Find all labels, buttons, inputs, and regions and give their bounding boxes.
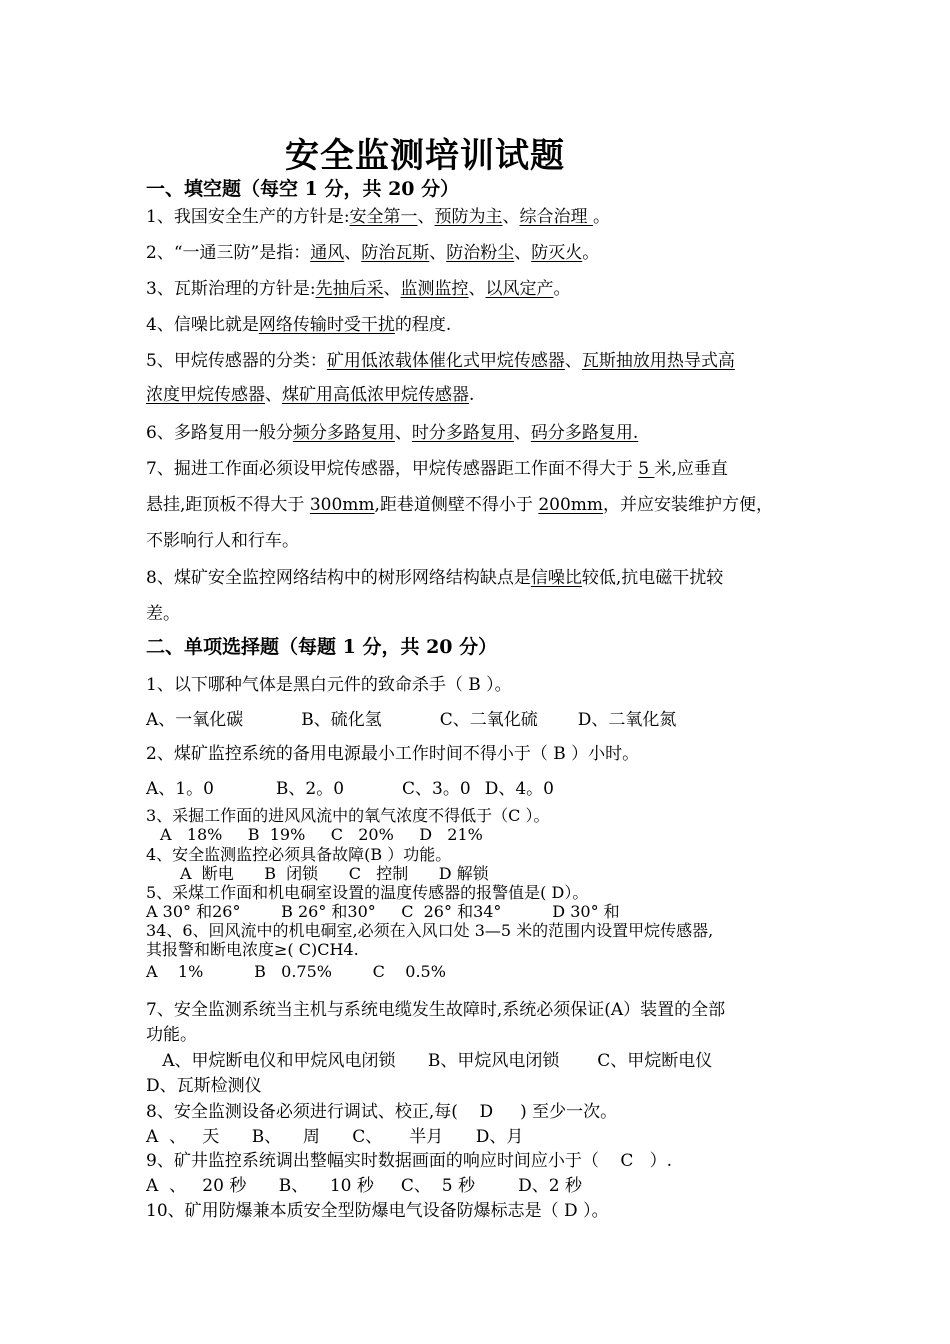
option-b: B、硫化氢 xyxy=(301,710,382,730)
question-2-2-stem: 2、煤矿监控系统的备用电源最小工作时间不得小于（ B ）小时。 xyxy=(146,744,640,764)
question-2-3-stem: 3、采掘工作面的进风风流中的氧气浓度不得低于（C ）。 xyxy=(146,806,550,825)
question-text: 米,应垂直 xyxy=(654,459,728,479)
answer-blank: 网络传输时受干扰 xyxy=(258,315,395,335)
question-1-4 xyxy=(146,310,451,335)
question-2-4-stem: 4、安全监测监控必须具备故障(B ）功能。 xyxy=(146,845,452,864)
question-2-1-stem: 1、以下哪种气体是黑白元件的致命杀手（ B ）。 xyxy=(146,675,512,695)
separator: 、 xyxy=(344,243,362,263)
question-end: 。 xyxy=(592,207,610,227)
question-text: 不影响行人和行车。 xyxy=(146,531,299,551)
question-1-8-line-2 xyxy=(146,599,180,624)
separator: 、 xyxy=(513,423,531,443)
question-2-6-line-1: 34、6、回风流中的机电硐室,必须在入风口处 3—5 米的范围内设置甲烷传感器, xyxy=(146,921,714,940)
answer-blank: 监测监控 xyxy=(400,279,469,299)
answer-blank: 浓度甲烷传感器 xyxy=(146,385,265,405)
question-end: 的程度. xyxy=(394,315,452,335)
question-text: 悬挂,距顶板不得大于 xyxy=(146,495,310,515)
question-2-5-options: A 30° 和26° B 26° 和30° C 26° 和34° D 30° 和 xyxy=(146,902,620,921)
question-2-7-line-2: 功能。 xyxy=(146,1025,197,1045)
option-a: A、1。0 xyxy=(146,779,214,799)
separator: 、 xyxy=(514,243,532,263)
question-1-5-line-2 xyxy=(146,380,474,405)
separator: 、 xyxy=(383,279,401,299)
question-2-7-options: A、甲烷断电仪和甲烷风电闭锁 B、甲烷风电闭锁 C、甲烷断电仪 xyxy=(146,1051,713,1071)
answer-blank: 瓦斯抽放用热导式高 xyxy=(581,351,735,371)
question-2-8-stem: 8、安全监测设备必须进行调试、校正,每( D ) 至少一次。 xyxy=(146,1102,618,1122)
question-text: ，并应安装维护方便， xyxy=(603,495,774,515)
section-heading-fill-blank: 一、填空题（每空 1 分，共 20 分） xyxy=(146,178,460,200)
option-d: D、4。0 xyxy=(484,779,554,799)
question-1-2 xyxy=(146,238,599,263)
question-2-6-options: A 1% B 0.75% C 0.5% xyxy=(146,962,446,981)
question-text: 3、瓦斯治理的方针是: xyxy=(146,279,316,299)
section-heading-single-choice: 二、单项选择题（每题 1 分，共 20 分） xyxy=(146,636,498,658)
separator: 、 xyxy=(468,279,486,299)
question-text: 4、信噪比就是 xyxy=(146,315,259,335)
question-2-2-options xyxy=(146,774,554,799)
question-text: 6、多路复用一般分 xyxy=(146,423,293,443)
question-2-6-line-2: 其报警和断电浓度≥( C)CH4. xyxy=(146,940,359,959)
option-c: C、二氧化硫 xyxy=(439,710,538,730)
question-text: 差。 xyxy=(146,604,180,624)
answer-blank: 300mm xyxy=(309,495,375,515)
question-2-8-options: A 、 天 B、 周 C、 半月 D、月 xyxy=(146,1127,524,1147)
answer-blank: 时分多路复用 xyxy=(411,423,514,443)
question-2-7-line-1: 7、安全监测系统当主机与系统电缆发生故障时,系统必须保证(A）装置的全部 xyxy=(146,1000,726,1020)
question-2-1-options xyxy=(146,705,676,730)
question-2-3-options: A 18% B 19% C 20% D 21% xyxy=(160,825,483,844)
separator: 、 xyxy=(265,385,282,405)
answer-blank: 预防为主 xyxy=(434,207,503,227)
question-end: 。 xyxy=(553,279,571,299)
separator: 、 xyxy=(417,207,435,227)
question-2-5-stem: 5、采煤工作面和机电硐室设置的温度传感器的报警值是( D）。 xyxy=(146,883,589,902)
answer-blank: 防灭火 xyxy=(531,243,583,263)
answer-blank: 安全第一 xyxy=(349,207,418,227)
question-2-7-options-cont: D、瓦斯检测仪 xyxy=(146,1076,262,1096)
question-1-6 xyxy=(146,418,638,443)
question-1-5-line-1 xyxy=(146,346,735,371)
answer-blank: 综合治理 xyxy=(519,207,593,227)
option-b: B、2。0 xyxy=(275,779,345,799)
separator: 、 xyxy=(502,207,520,227)
page-title: 安全监测培训试题 xyxy=(285,136,565,176)
answer-blank: 频分多路复用 xyxy=(292,423,395,443)
question-1-3 xyxy=(146,274,571,299)
option-a: A、一氧化碳 xyxy=(146,710,244,730)
question-1-7-line-1 xyxy=(146,454,728,479)
option-c: C、3。0 xyxy=(402,779,471,799)
answer-blank: 防治粉尘 xyxy=(446,243,515,263)
question-1-7-line-2 xyxy=(146,490,773,515)
question-1-1 xyxy=(146,202,610,227)
answer-blank: 5 xyxy=(638,459,655,479)
question-text: 较低,抗电磁干扰较 xyxy=(581,568,724,588)
question-end: . xyxy=(469,385,475,405)
answer-blank: 以风定产 xyxy=(485,279,554,299)
question-2-9-options: A 、 20 秒 B、 10 秒 C、 5 秒 D、2 秒 xyxy=(146,1176,583,1196)
question-2-10-stem: 10、矿用防爆兼本质安全型防爆电气设备防爆标志是（ D ）。 xyxy=(146,1201,609,1221)
answer-blank: 煤矿用高低浓甲烷传感器 xyxy=(282,385,469,405)
question-text: ,距巷道侧壁不得小于 xyxy=(374,495,539,515)
question-2-9-stem: 9、矿井监控系统调出整幅实时数据画面的响应时间应小于（ C ）. xyxy=(146,1151,673,1171)
question-text: 1、我国安全生产的方针是: xyxy=(146,207,350,227)
answer-blank: 矿用低浓载体催化式甲烷传感器 xyxy=(326,351,565,371)
question-2-4-options: A 断电 B 闭锁 C 控制 D 解锁 xyxy=(180,864,489,883)
answer-blank: 通风 xyxy=(310,243,345,263)
question-text: 5、甲烷传感器的分类： xyxy=(146,351,327,371)
answer-blank: 先抽后采 xyxy=(315,279,384,299)
question-text: 7、掘进工作面必须设甲烷传感器，甲烷传感器距工作面不得大于 xyxy=(146,459,639,479)
question-end: 。 xyxy=(582,243,600,263)
separator: 、 xyxy=(394,423,412,443)
option-d: D、二氧化氮 xyxy=(577,710,677,730)
question-text: 8、煤矿安全监控网络结构中的树形网络结构缺点是 xyxy=(146,568,531,588)
answer-blank: 信噪比 xyxy=(530,568,582,588)
answer-blank: 码分多路复用. xyxy=(530,423,639,443)
answer-blank: 200mm xyxy=(538,495,604,515)
separator: 、 xyxy=(564,351,582,371)
answer-blank: 防治瓦斯 xyxy=(361,243,430,263)
question-text: 2、“一通三防”是指： xyxy=(146,243,311,263)
question-1-8-line-1 xyxy=(146,563,723,588)
separator: 、 xyxy=(429,243,447,263)
question-1-7-line-3 xyxy=(146,526,299,551)
